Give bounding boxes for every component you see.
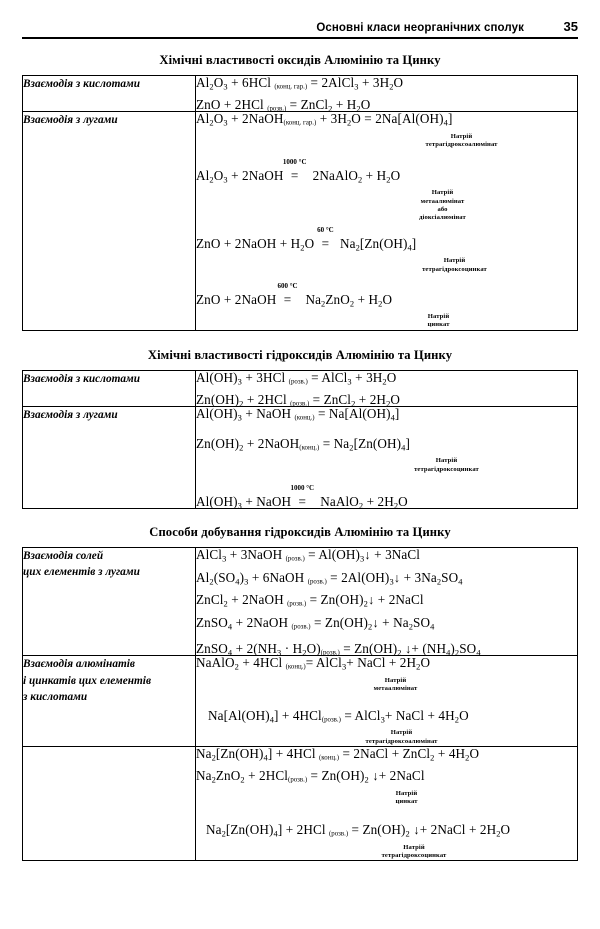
row-label-acids: [23, 370, 196, 406]
label-line: Взаємодія з кислотами: [23, 78, 141, 90]
section-oxides: [22, 53, 578, 331]
precipitate-arrow-icon: ↓: [404, 641, 412, 656]
annotation-line: цинкат: [427, 321, 450, 329]
reaction-condition: 1000 °C =: [290, 483, 315, 509]
condition-label: (розв.): [329, 830, 349, 838]
label-line: Взаємодія солей: [23, 550, 104, 563]
condition-label: (розв.): [307, 578, 327, 586]
label-line: Взаємодія з лугами: [23, 114, 118, 127]
annotation-line: тетрагідроксоцинкат: [414, 465, 479, 473]
equation: $Al(OH)_3$ + NaOH (конц.) = $Na[Al(OH)_4]$: [196, 405, 400, 423]
label-line: Взаємодія з лугами: [23, 408, 118, 421]
annotation-line: Натрій: [395, 789, 418, 797]
annotation-line: цинкат: [395, 797, 418, 805]
table-hydroxide-properties: [22, 370, 578, 509]
section-title-oxides: Хімічні властивості оксидів Алюмінію та Цинку: [159, 53, 441, 67]
annotation-line: Натрій: [384, 676, 407, 684]
annotation-line: тетрагідроксоцинкат: [381, 852, 447, 859]
product-annotation: [196, 844, 577, 860]
condition-label: (конц. гар.): [283, 120, 317, 128]
product-annotation: [196, 729, 577, 745]
temperature-label: 1000 °C: [282, 158, 307, 167]
annotation-line: метаалюмінат: [373, 684, 418, 692]
reaction-condition: 600 °C =: [277, 281, 298, 307]
equation: $Al_2O_3$ + 2NaOH(конц. $гар.) + 3H_2O = 2Na[Al(OH)_4]$: [196, 111, 453, 128]
section-preparation: [22, 525, 578, 861]
table-oxide-properties: [22, 75, 578, 331]
equation: $Na[Al(OH)_4]$ + 4HCl(розв.) = AlCl$_3$+ NaCl + $4H_2O$: [208, 708, 469, 725]
label-line: Взаємодія алюмінатів: [23, 658, 135, 671]
equation: ZnCl$_2$ + 2NaOH (розв.) = $Zn(OH)_2↓$ + 2NaCl: [196, 592, 424, 609]
annotation-line: тетрагідроксоцинкат: [422, 265, 487, 273]
textbook-page: [0, 19, 600, 929]
product-annotation: [196, 677, 577, 693]
equation: $Na_2[Zn(OH)_4] + 2HCl$ (розв.) = $Zn(OH)_2$ ↓+ 2NaCl + $2H_2O$: [206, 822, 511, 839]
condition-label: (розв.): [267, 105, 287, 113]
product-annotation: [196, 457, 577, 473]
equation: $Al_2O_3 + 6HCl$ (конц. гар.) = 2AlCl$_3$ + $3H_2O$: [196, 75, 404, 92]
row-equations: [196, 746, 578, 860]
table-row: [23, 406, 578, 508]
temperature-label: 1000 °C: [290, 483, 315, 492]
annotation-line: або: [437, 205, 448, 213]
product-annotation: [196, 189, 577, 222]
precipitate-arrow-icon: ↓: [413, 823, 420, 838]
equation: $Al_2(SO_4)_3$ + 6NaOH (розв.) = $2Al(OH)_3↓ + 3Na_2SO_4$: [196, 569, 463, 587]
annotation-line: метаалюмінат: [420, 197, 465, 205]
equation: ZnO + 2NaOH + $H_2O$ 60 °C = $Na_2[Zn(OH)_4]$: [196, 226, 417, 253]
row-equations: [196, 112, 578, 330]
condition-label: (розв.): [288, 378, 308, 386]
reaction-condition: 60 °C =: [317, 226, 334, 252]
condition-label: (конц.): [285, 664, 306, 672]
section-hydroxides: [22, 348, 578, 509]
annotation-line: Натрій: [450, 132, 473, 140]
header-title: Основні класи неорганічних сполук: [316, 22, 524, 34]
row-label-salts-alkalis: [23, 548, 196, 656]
annotation-line: Натрій: [443, 257, 466, 265]
row-equations: [196, 548, 578, 656]
row-label-alkalis: [23, 406, 196, 508]
equation: ZnO + 2HCl (розв.) = ZnCl$_2$ + $H_2O$: [196, 97, 371, 114]
precipitate-arrow-icon: ↓: [393, 570, 401, 585]
product-annotation: [196, 313, 577, 329]
equation: NaAlO$_2$ + 4HCl (конц.)= AlCl$_3$+ NaCl + $2H_2O$: [196, 655, 431, 672]
equation: $Zn(OH)_2$ + 2NaOH(конц.) = $Na_2[Zn(OH)_4]$: [196, 436, 410, 453]
annotation-line: діоксіалюмінат: [419, 213, 466, 221]
precipitate-arrow-icon: ↓: [372, 768, 379, 783]
condition-label: (конц.): [299, 444, 320, 452]
equation: $Na_2[Zn(OH)_4] + 4HCl$ (конц.) = 2NaCl + ZnCl$_2$ + $4H_2O$: [196, 745, 480, 763]
row-label-acids: [23, 76, 196, 112]
table-row: [23, 76, 578, 112]
section-title-hydroxides: Хімічні властивості гідроксидів Алюмінію та Цинку: [147, 347, 453, 362]
row-equations: [196, 405, 578, 511]
condition-label: (конц.): [319, 754, 340, 762]
precipitate-arrow-icon: ↓: [364, 548, 371, 563]
table-row: [23, 746, 578, 860]
annotation-line: Натрій: [435, 457, 458, 465]
precipitate-arrow-icon: ↓: [372, 616, 379, 631]
equation: $Na_2ZnO_2$ + 2HCl(розв.) = $Zn(OH)_2$ ↓+ 2NaCl: [196, 767, 425, 785]
equation: $Al(OH)_3$ + NaOH 1000 °C = NaAlO$_2$ + $2H_2O$: [196, 483, 408, 511]
row-label-alkalis: [23, 112, 196, 330]
precipitate-arrow-icon: ↓: [367, 593, 375, 608]
condition-label: (розв.): [285, 555, 305, 563]
annotation-line: Натрій: [390, 729, 413, 737]
condition-label: (розв.): [287, 601, 307, 609]
temperature-label: 600 °C: [277, 281, 298, 290]
section-title-preparation: Способи добування гідроксидів Алюмінію та Цинку: [149, 525, 451, 540]
label-line: цих елементів з лугами: [23, 566, 140, 579]
annotation-line: Натрій: [403, 843, 425, 851]
condition-label: (конц.): [294, 414, 315, 422]
condition-label: (розв.): [320, 649, 340, 657]
annotation-line: Натрій: [431, 189, 454, 197]
equation: $Zn(OH)_2 + 2HCl$ (розв.) = ZnCl$_2$ + $2H_2O$: [196, 391, 401, 409]
table-row: [23, 112, 578, 330]
reaction-condition: 1000 °C =: [282, 158, 307, 184]
label-line: і цинкатів цих елементів: [23, 674, 151, 687]
equation: ZnSO$_4$ + $2(NH_3$ · $H_2O)(розв.) = Zn(OH)_2$ ↓+ $(NH_4)_2SO_4$: [196, 640, 481, 658]
annotation-line: тетрагідроксоалюмінат: [425, 140, 498, 148]
condition-label: (розв.): [321, 716, 341, 724]
table-row: [23, 370, 578, 406]
condition-label: (розв.): [290, 400, 310, 408]
product-annotation: [196, 133, 577, 149]
annotation-line: Натрій: [427, 313, 450, 321]
condition-label: (розв.): [288, 776, 308, 784]
table-row: [23, 548, 578, 656]
temperature-label: 60 °C: [317, 226, 334, 235]
annotation-line: тетрагідроксоалюмінат: [365, 737, 438, 745]
equation: ZnSO$_4$ + 2NaOH (розв.) = $Zn(OH)_2↓ + Na_2SO_4$: [196, 615, 435, 632]
equation: $Al_2O_3$ + 2NaOH 1000 °C = 2NaAlO$_2$ + $H_2O$: [196, 158, 401, 185]
row-label-aluminates-acids: [23, 656, 196, 746]
product-annotation: [196, 257, 577, 273]
row-label-empty: [23, 746, 196, 860]
label-line: з кислотами: [23, 691, 88, 704]
row-equations: [196, 656, 578, 746]
equation: ZnO + 2NaOH 600 °C = $Na_2ZnO_2 + H_2O$: [196, 281, 393, 309]
running-header: [22, 19, 578, 39]
label-line: Взаємодія з кислотами: [23, 372, 141, 385]
table-row: [23, 656, 578, 746]
equation: AlCl$_3$ + 3NaOH (розв.) = $Al(OH)_3↓$ + 3NaCl: [196, 547, 420, 564]
condition-label: (конц. гар.): [274, 83, 308, 91]
row-equations: [196, 76, 578, 112]
equation: $Al(OH)_3 + 3HCl$ (розв.) = AlCl$_3$ + $3H_2O$: [196, 369, 397, 386]
page-number: 35: [563, 19, 578, 34]
table-preparation-methods: [22, 547, 578, 861]
condition-label: (розв.): [291, 623, 311, 631]
product-annotation: [196, 790, 577, 806]
row-equations: [196, 369, 578, 409]
